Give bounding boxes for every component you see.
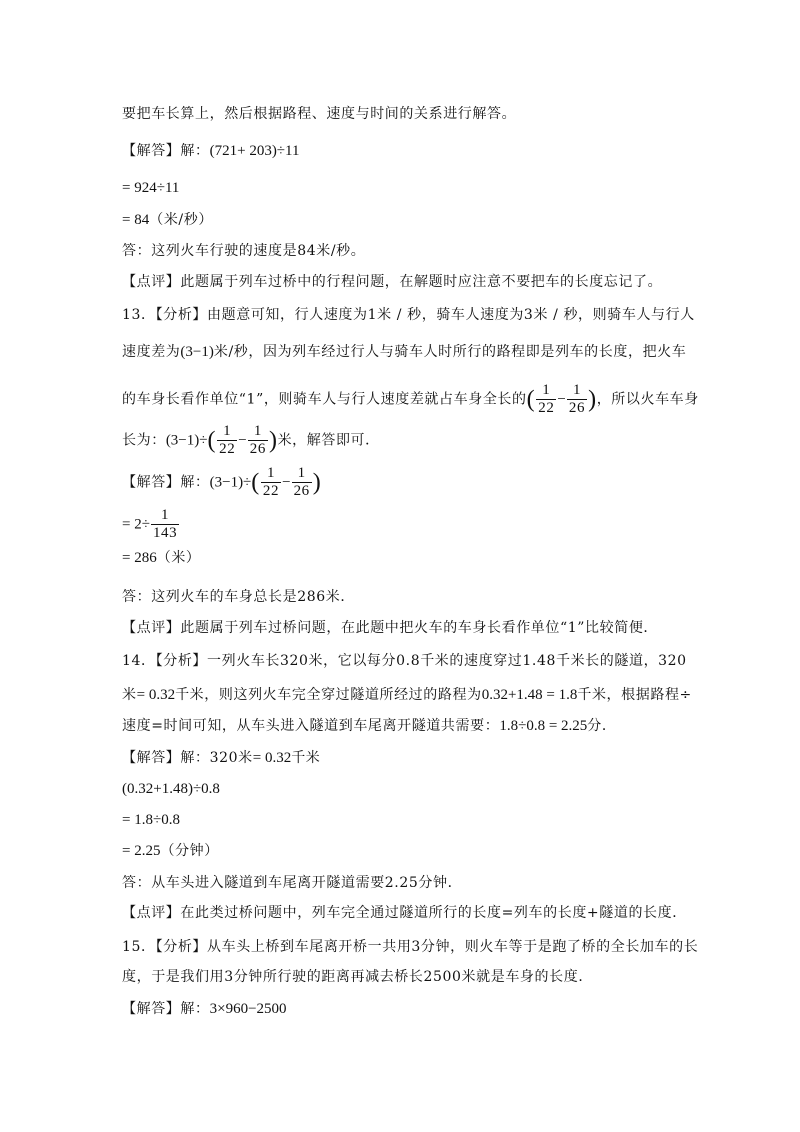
text-span: 速度=时间可知，从车头进入隧道到车尾离开隧道共需要：	[122, 718, 500, 734]
equation: 0.32+1.48 = 1.8	[481, 687, 578, 703]
numerator: 1	[217, 423, 237, 441]
denominator: 22	[538, 400, 555, 416]
equation-line	[122, 841, 219, 861]
equation: = 2.25	[122, 843, 161, 859]
text-line: 13．【分析】由题意可知，行人速度为1米 / 秒，骑车人速度为3米 / 秒，则骑车人与行人	[122, 307, 695, 323]
comment-line: 【点评】在此类过桥问题中，列车完全通过隧道所行的长度=列车的长度+隧道的长度．	[122, 905, 687, 921]
answer-line	[122, 141, 300, 161]
equation: (3−1)÷	[209, 474, 252, 491]
numerator: 1	[292, 465, 312, 483]
text-line: 答：这列火车的车身总长是286米．	[122, 589, 355, 605]
denominator: 22	[219, 441, 236, 457]
answer-label: 【解答】解：	[122, 143, 210, 159]
equation-line: (0.32+1.48)÷0.8	[122, 781, 220, 797]
answer-line	[122, 999, 287, 1019]
numerator: 1	[248, 423, 268, 441]
text-span: 米/秒，因为列车经过行人与骑车人时所行的路程即是列车的长度，把火车	[213, 344, 687, 360]
text-span: 米，解答即可．	[277, 432, 380, 449]
equation: = 0.32	[136, 687, 176, 703]
equation: (721+ 203)÷11	[209, 143, 300, 159]
minus-sign: −	[557, 391, 566, 408]
equation-line: = 1.8÷0.8	[122, 812, 180, 828]
unit-text: （米）	[156, 550, 201, 566]
denominator: 26	[249, 441, 266, 457]
text-line	[122, 342, 686, 362]
denominator: 143	[152, 525, 178, 541]
answer-label: 【解答】解：	[122, 474, 210, 491]
numerator: 1	[151, 507, 179, 525]
text-span: 长为：	[122, 432, 166, 449]
unit-text: （分钟）	[160, 843, 219, 859]
text-line	[122, 685, 692, 705]
numerator: 1	[567, 382, 587, 400]
text-line: 要把车长算上，然后根据路程、速度与时间的关系进行解答。	[122, 106, 517, 122]
answer-label: 【解答】解：	[122, 1001, 210, 1017]
text-line: 答：从车头进入隧道到车尾离开隧道需要2.25分钟．	[122, 875, 463, 891]
open-paren: (	[207, 427, 217, 454]
fraction	[151, 507, 179, 542]
answer-line	[122, 465, 321, 500]
text-line: 14．【分析】一列火车长320米，它以每分0.8千米的速度穿过1.48千米长的隧道，320	[122, 653, 687, 669]
text-span: 的车身长看作单位“1”，则骑车人与行人速度差就占车身全长的	[122, 391, 527, 408]
equation: (3−1)÷	[165, 432, 208, 449]
text-line	[122, 716, 617, 736]
equation: 1.8÷0.8 = 2.25	[499, 718, 588, 734]
comment-line: 【点评】此题属于列车过桥问题，在此题中把火车的车身长看作单位“1”比较简便．	[122, 620, 659, 636]
equation: (3−1)	[180, 344, 214, 360]
equation: 3×960−2500	[209, 1001, 287, 1017]
text-span: 千米，则这列火车完全穿过隧道所经过的路程为	[175, 687, 482, 703]
close-paren: )	[312, 469, 322, 496]
text-span: ，所以火车车身	[596, 391, 699, 408]
text-line: 度，于是我们用3分钟所行驶的距离再减去桥长2500米就是车身的长度．	[122, 969, 593, 985]
close-paren: )	[268, 427, 278, 454]
fraction	[567, 382, 587, 417]
equation-line	[122, 507, 180, 542]
denominator: 22	[262, 483, 280, 499]
text-span: 分．	[587, 718, 617, 734]
equation: = 2÷	[122, 516, 150, 533]
numerator: 1	[536, 382, 556, 400]
minus-sign: −	[238, 432, 247, 449]
equation-line	[122, 210, 213, 230]
text-line: 答：这列火车行驶的速度是84米/秒。	[122, 243, 366, 259]
equation-line: = 924÷11	[122, 180, 180, 196]
text-span: 米	[122, 687, 137, 703]
fraction	[292, 465, 312, 500]
equation: = 0.32	[252, 750, 292, 766]
answer-line	[122, 748, 320, 768]
open-paren: (	[526, 386, 536, 413]
text-line: 15．【分析】从车头上桥到车尾离开桥一共用3分钟，则火车等于是跑了桥的全长加车的长	[122, 939, 699, 955]
denominator: 26	[568, 400, 586, 416]
numerator: 1	[261, 465, 281, 483]
fraction	[248, 423, 268, 458]
fraction	[536, 382, 556, 417]
close-paren: )	[588, 386, 597, 413]
equation: = 286	[122, 550, 157, 566]
text-span: 千米	[291, 750, 321, 766]
text-span: 速度差为	[122, 344, 181, 360]
fraction	[217, 423, 237, 458]
unit-text: （米/秒）	[149, 212, 213, 228]
comment-line: 【点评】此题属于列车过桥中的行程问题，在解题时应注意不要把车的长度忘记了。	[122, 274, 663, 290]
fraction	[261, 465, 281, 500]
equation-line	[122, 548, 201, 568]
minus-sign: −	[282, 474, 291, 491]
denominator: 26	[293, 483, 310, 499]
text-line	[122, 423, 380, 458]
answer-label: 【解答】解：320米	[122, 750, 253, 766]
equation: = 84	[122, 212, 150, 228]
text-span: 千米，根据路程÷	[577, 687, 692, 703]
text-line	[122, 382, 699, 417]
open-paren: (	[251, 469, 260, 496]
